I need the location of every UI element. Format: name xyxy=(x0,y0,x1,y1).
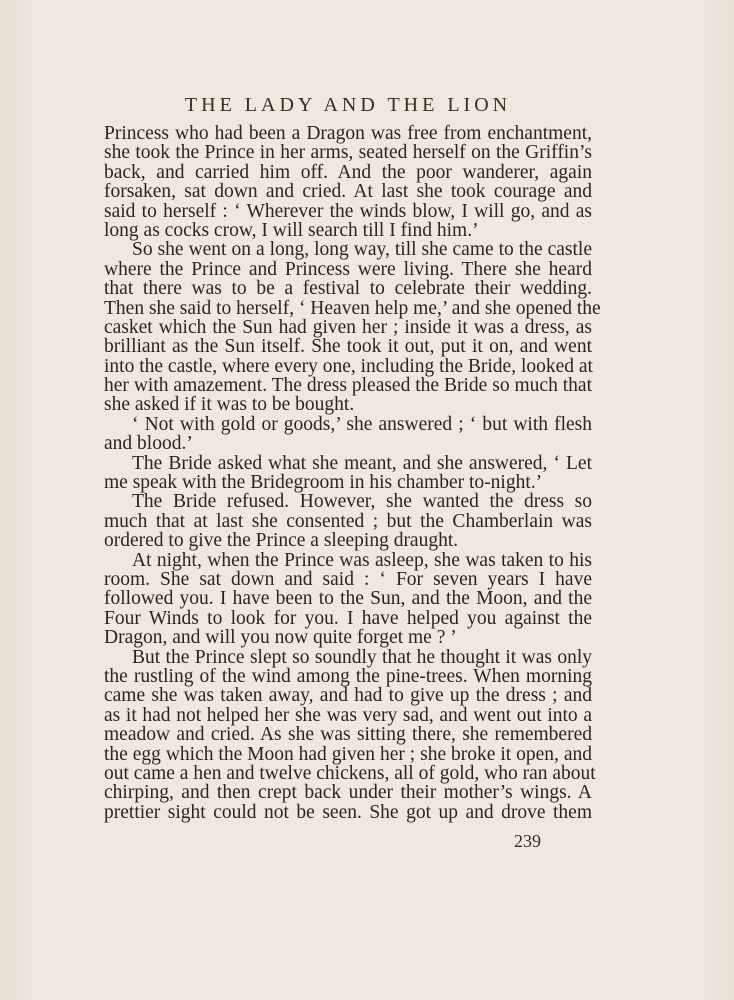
text-line: where the Prince and Princess were living. There she heard xyxy=(104,258,592,280)
text-line: meadow and cried. As she was sitting there, she remembered xyxy=(104,724,592,746)
text-line: casket which the Sun had given her ; inside it was a dress, as xyxy=(104,316,592,338)
text-line: much that at last she consented ; but the Chamberlain was xyxy=(104,510,592,532)
text-line: The Bride asked what she meant, and she answered, ‘ Let xyxy=(132,452,592,474)
text-line: ‘ Not with gold or goods,’ she answered ; ‘ but with flesh xyxy=(132,413,592,435)
text-line: So she went on a long, long way, till she came to the castle xyxy=(132,239,592,261)
text-line: followed you. I have been to the Sun, and the Moon, and the xyxy=(104,588,592,610)
text-line: brilliant as the Sun itself. She took it out, put it on, and went xyxy=(104,336,592,358)
text-line: long as cocks crow, I will search till I find him.’ xyxy=(104,219,479,241)
text-line: back, and carried him off. And the poor wanderer, again xyxy=(104,161,592,183)
text-line: that there was to be a festival to celebrate their wedding. xyxy=(104,278,592,300)
text-line: said to herself : ‘ Wherever the winds blow, I will go, and as xyxy=(104,200,592,222)
text-line: But the Prince slept so soundly that he thought it was only xyxy=(132,646,592,668)
text-line: into the castle, where every one, including the Bride, looked at xyxy=(104,355,593,377)
text-line: forsaken, sat down and cried. At last she took courage and xyxy=(104,181,592,203)
text-line: Princess who had been a Dragon was free from enchantment, xyxy=(104,123,592,144)
text-line: me speak with the Bridegroom in his chamber to-night.’ xyxy=(104,472,543,494)
text-line: she took the Prince in her arms, seated herself on the Griffin’s xyxy=(104,142,592,164)
text-line: ordered to give the Prince a sleeping draught. xyxy=(104,530,459,552)
text-line: At night, when the Prince was asleep, she was taken to his xyxy=(132,549,592,571)
text-line: prettier sight could not be seen. She got up and drove them xyxy=(104,801,592,823)
text-line: the egg which the Moon had given her ; she broke it open, and xyxy=(104,743,592,765)
text-line: Dragon, and will you now quite forget me ? ’ xyxy=(104,627,457,649)
text-line: came she was taken away, and had to give up the dress ; and xyxy=(104,685,592,707)
text-line: chirping, and then crept back under their mother’s wings. A xyxy=(104,782,592,804)
page-number: 239 xyxy=(514,831,541,851)
text-line: as it had not helped her she was very sad, and went out into a xyxy=(104,704,592,726)
text-line: The Bride refused. However, she wanted the dress so xyxy=(132,491,592,513)
text-line: out came a hen and twelve chickens, all of gold, who ran about xyxy=(104,762,596,784)
text-line: room. She sat down and said : ‘ For seven years I have xyxy=(104,568,592,590)
text-line: she asked if it was to be bought. xyxy=(104,394,355,416)
body-text xyxy=(104,123,601,823)
text-line: her with amazement. The dress pleased the Bride so much that xyxy=(104,375,592,397)
text-line: Then she said to herself, ‘ Heaven help me,’ and she opened the xyxy=(104,297,601,319)
running-head: THE LADY AND THE LION xyxy=(184,94,512,116)
text-line: and blood.’ xyxy=(104,433,193,455)
text-line: the rustling of the wind among the pine-trees. When morning xyxy=(104,665,592,687)
text-line: Four Winds to look for you. I have helped you against the xyxy=(104,607,592,629)
